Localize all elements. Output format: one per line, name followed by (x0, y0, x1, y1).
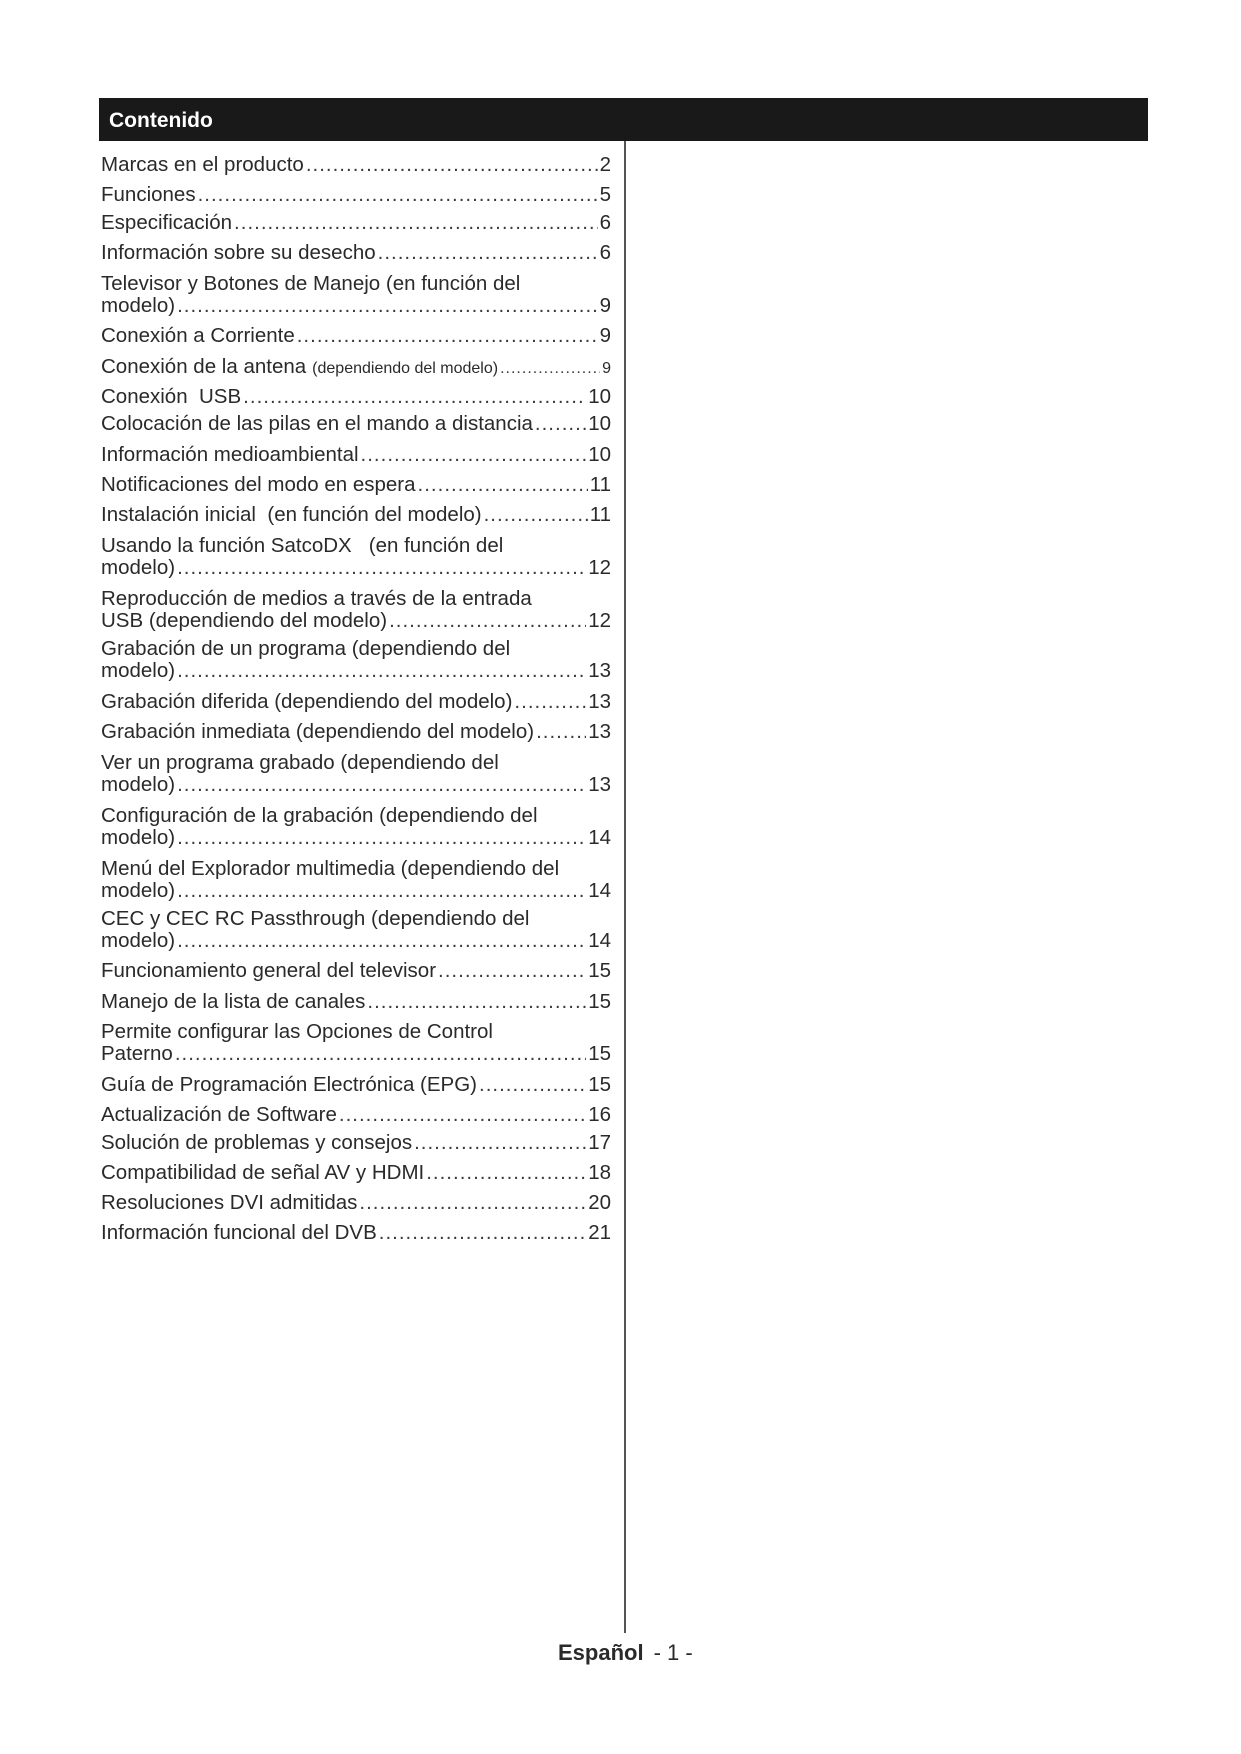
toc-entry-page: 12 (588, 609, 611, 632)
column-divider (624, 141, 626, 1633)
toc-entry-page: 15 (588, 959, 611, 982)
toc-entry-page: 17 (588, 1131, 611, 1154)
toc-entry[interactable] (101, 1162, 611, 1184)
footer-page-number: - 1 - (653, 1640, 693, 1665)
dot-leader (484, 504, 588, 526)
toc-entry-page: 16 (588, 1103, 611, 1126)
toc-entry-title: Información sobre su desecho (101, 241, 376, 264)
toc-entry[interactable] (101, 325, 611, 347)
toc-entry-title: Paterno (101, 1042, 173, 1065)
dot-leader (479, 1074, 586, 1096)
toc-entry-page: 13 (588, 773, 611, 796)
toc-entry-title: modelo) (101, 929, 176, 952)
toc-entry[interactable] (101, 908, 611, 952)
toc-entry-page: 10 (588, 412, 611, 435)
toc-entry[interactable] (101, 474, 611, 496)
toc-entry[interactable] (101, 212, 611, 234)
toc-entry[interactable] (101, 1104, 611, 1126)
dot-leader (177, 880, 586, 902)
toc-entry[interactable] (101, 752, 611, 796)
dot-leader (175, 1043, 586, 1065)
toc-entry-title: Grabación inmediata (dependiendo del modelo) (101, 720, 535, 743)
toc-entry-title: Grabación diferida (dependiendo del modelo) (101, 690, 513, 713)
toc-entry[interactable] (101, 991, 611, 1013)
toc-entry-title-line: CEC y CEC RC Passthrough (dependiendo del (101, 907, 530, 930)
dot-leader (297, 325, 598, 347)
toc-entry-page: 13 (588, 690, 611, 713)
toc-entry-title: Conexión de la antena (101, 355, 307, 378)
toc-entry-page: 2 (599, 153, 611, 176)
toc-entry-title-line: Permite configurar las Opciones de Control (101, 1020, 493, 1043)
toc-entry[interactable] (101, 413, 611, 435)
section-title: Contenido (109, 109, 213, 132)
toc-entry[interactable] (101, 960, 611, 982)
toc-entry-page: 11 (589, 503, 611, 526)
toc-entry-title-line: Televisor y Botones de Manejo (en función del (101, 272, 521, 295)
toc-entry[interactable] (101, 242, 611, 264)
toc-entry-title: Resoluciones DVI admitidas (101, 1191, 358, 1214)
toc-entry[interactable] (101, 1021, 611, 1065)
toc-entry-page: 10 (588, 385, 611, 408)
toc-entry-page: 5 (599, 183, 611, 206)
dot-leader (339, 1104, 586, 1126)
dot-leader (426, 1162, 586, 1184)
toc-entry-title: modelo) (101, 659, 176, 682)
toc-entry-title: Especificación (101, 211, 233, 234)
toc-entry-title: Conexión a Corriente (101, 324, 295, 347)
toc-entry[interactable] (101, 535, 611, 579)
toc-entry[interactable] (101, 588, 611, 632)
toc-entry-page: 14 (588, 879, 611, 902)
toc-entry[interactable] (101, 444, 611, 466)
toc-entry-title: Información medioambiental (101, 443, 359, 466)
dot-leader (177, 827, 586, 849)
dot-leader (500, 358, 600, 380)
dot-leader (177, 295, 598, 317)
toc-entry-title: USB (dependiendo del modelo) (101, 609, 388, 632)
toc-entry[interactable] (101, 858, 611, 902)
dot-leader (198, 184, 598, 206)
toc-entry-page: 10 (588, 443, 611, 466)
toc-entry-title: Manejo de la lista de canales (101, 990, 366, 1013)
dot-leader (378, 242, 598, 264)
table-of-contents (101, 0, 611, 1754)
dot-leader (359, 1192, 586, 1214)
toc-entry-title: modelo) (101, 879, 176, 902)
toc-entry-title-line: Grabación de un programa (dependiendo del (101, 637, 511, 660)
toc-entry-page: 9 (599, 294, 611, 317)
footer-language: Español (558, 1640, 644, 1665)
toc-entry[interactable] (101, 504, 611, 526)
toc-entry-title: Conexión USB (101, 385, 242, 408)
page-footer (558, 1640, 693, 1666)
dot-leader (177, 557, 586, 579)
dot-leader (177, 660, 586, 682)
toc-entry-title: Notificaciones del modo en espera (101, 473, 416, 496)
dot-leader (514, 691, 586, 713)
dot-leader (414, 1132, 586, 1154)
toc-entry-title: modelo) (101, 826, 176, 849)
toc-entry-page: 15 (588, 1073, 611, 1096)
toc-entry-page: 15 (588, 990, 611, 1013)
toc-entry-title-line: Reproducción de medios a través de la entrada (101, 587, 532, 610)
toc-entry[interactable] (101, 386, 611, 408)
dot-leader (418, 474, 588, 496)
toc-entry-page: 11 (589, 473, 611, 496)
toc-entry-title: Marcas en el producto (101, 153, 304, 176)
toc-entry[interactable] (101, 184, 611, 206)
toc-entry-page: 13 (588, 720, 611, 743)
dot-leader (234, 212, 598, 234)
toc-entry-title: Guía de Programación Electrónica (EPG) (101, 1073, 477, 1096)
toc-entry[interactable] (101, 691, 611, 713)
dot-leader (379, 1222, 586, 1244)
toc-entry-title-line: Menú del Explorador multimedia (dependiendo del (101, 857, 560, 880)
toc-entry[interactable] (101, 805, 611, 849)
toc-entry[interactable] (101, 356, 611, 378)
toc-entry-page: 18 (588, 1161, 611, 1184)
toc-entry[interactable] (101, 1192, 611, 1214)
toc-entry-title: Funciones (101, 183, 196, 206)
toc-entry[interactable] (101, 721, 611, 743)
dot-leader (243, 386, 586, 408)
toc-entry[interactable] (101, 1222, 611, 1244)
toc-entry-title: modelo) (101, 294, 176, 317)
toc-entry-title: Información funcional del DVB (101, 1221, 377, 1244)
dot-leader (306, 154, 598, 176)
dot-leader (177, 930, 586, 952)
toc-entry[interactable] (101, 638, 611, 682)
toc-entry-title: Instalación inicial (en función del modelo) (101, 503, 482, 526)
toc-entry-title: modelo) (101, 773, 176, 796)
toc-entry-title: Solución de problemas y consejos (101, 1131, 413, 1154)
toc-entry-title: Compatibilidad de señal AV y HDMI (101, 1161, 425, 1184)
toc-entry-page: 9 (599, 324, 611, 347)
toc-entry-title-line: Usando la función SatcoDX (en función del (101, 534, 504, 557)
dot-leader (177, 774, 586, 796)
dot-leader (536, 721, 586, 743)
toc-entry-page: 15 (588, 1042, 611, 1065)
toc-entry-page: 9 (602, 360, 611, 377)
dot-leader (367, 991, 586, 1013)
toc-entry[interactable] (101, 273, 611, 317)
toc-entry-title: Actualización de Software (101, 1103, 337, 1126)
toc-entry-title: modelo) (101, 556, 176, 579)
dot-leader (438, 960, 586, 982)
toc-entry-title: Funcionamiento general del televisor (101, 959, 437, 982)
toc-entry-page: 13 (588, 659, 611, 682)
toc-entry-page: 21 (588, 1221, 611, 1244)
toc-entry-page: 6 (599, 241, 611, 264)
toc-entry-title-line: Configuración de la grabación (dependiendo del (101, 804, 538, 827)
toc-entry-page: 12 (588, 556, 611, 579)
toc-entry-page: 14 (588, 929, 611, 952)
toc-entry-page: 14 (588, 826, 611, 849)
toc-entry-note: (dependiendo del modelo) (312, 360, 499, 377)
toc-entry[interactable] (101, 1074, 611, 1096)
dot-leader (389, 610, 586, 632)
dot-leader (535, 413, 586, 435)
toc-entry[interactable] (101, 154, 611, 176)
toc-entry-page: 6 (599, 211, 611, 234)
dot-leader (361, 444, 587, 466)
toc-entry-title: Colocación de las pilas en el mando a distancia (101, 412, 533, 435)
toc-entry[interactable] (101, 1132, 611, 1154)
toc-entry-page: 20 (588, 1191, 611, 1214)
toc-entry-title-line: Ver un programa grabado (dependiendo del (101, 751, 499, 774)
